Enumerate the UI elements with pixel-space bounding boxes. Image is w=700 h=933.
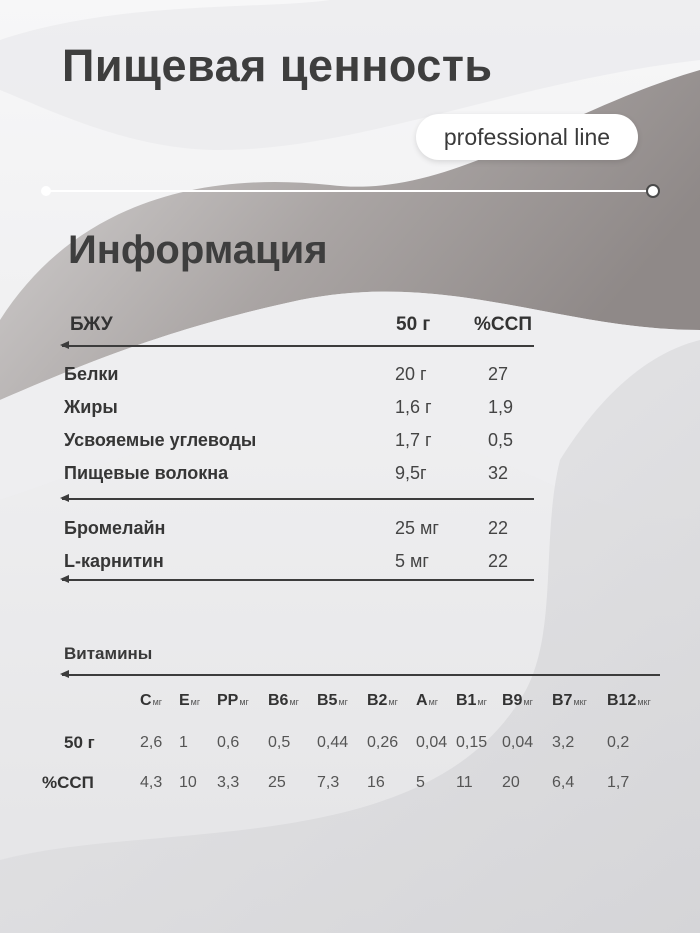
vitamin-amount: 3,2 [552, 734, 575, 751]
column-header-amount: 50 г [396, 314, 431, 335]
column-header-bju: БЖУ [70, 314, 113, 335]
professional-line-badge: professional line [416, 114, 638, 160]
vitamin-dv: 6,4 [552, 774, 575, 791]
column-header-dv: %ССП [474, 314, 532, 335]
vitamin-dv: 11 [456, 774, 473, 791]
macro-amount-fat: 1,6 г [395, 397, 432, 417]
vitamin-amount: 0,04 [502, 734, 534, 751]
vitamin-name: B5мг [317, 692, 348, 709]
vitamin-name: Aмг [416, 692, 439, 709]
vitamins-title: Витамины [64, 644, 153, 663]
extra-dv-carnitine: 22 [488, 551, 509, 571]
extra-amount-carnitine: 5 мг [395, 551, 429, 571]
divider [46, 190, 654, 192]
extra-dv-bromelain: 22 [488, 518, 509, 538]
vitamin-name: B9мг [502, 692, 533, 709]
macro-name-protein: Белки [64, 364, 119, 384]
divider-dot-left [41, 186, 51, 196]
macro-name-fiber: Пищевые волокна [64, 463, 229, 483]
vitamin-name: B1мг [456, 692, 487, 709]
macro-name-fat: Жиры [64, 397, 118, 417]
vitamin-amount: 1 [179, 734, 188, 751]
vitamin-amount: 0,15 [456, 734, 488, 751]
vitamin-amount: 0,04 [416, 734, 448, 751]
vitamin-amount: 2,6 [140, 734, 163, 751]
vitamin-amount: 0,2 [607, 734, 630, 751]
vitamin-dv: 7,3 [317, 774, 340, 791]
table-divider-arrow [62, 579, 534, 581]
vitamin-amount: 0,6 [217, 734, 240, 751]
vitamin-dv: 25 [268, 774, 286, 791]
vitamins-divider-arrow [62, 674, 660, 676]
vitamin-name: PPмг [217, 692, 249, 709]
macro-dv-protein: 27 [488, 364, 509, 384]
vitamin-amount: 0,44 [317, 734, 349, 751]
vitamin-dv: 4,3 [140, 774, 163, 791]
vitamin-dv: 20 [502, 774, 520, 791]
macro-amount-fiber: 9,5г [395, 463, 427, 483]
vitamin-dv: 16 [367, 774, 385, 791]
extra-name-carnitine: L-карнитин [64, 551, 164, 571]
vitamin-name: B12мкг [607, 692, 651, 709]
macro-name-carbs: Усвояемые углеводы [64, 430, 257, 450]
extra-name-bromelain: Бромелайн [64, 518, 166, 538]
macro-dv-fiber: 32 [488, 463, 509, 483]
vitamin-dv: 1,7 [607, 774, 630, 791]
vitamin-amount: 0,26 [367, 734, 399, 751]
vitamin-name: Cмг [140, 692, 163, 709]
macro-amount-protein: 20 г [395, 364, 427, 384]
table-divider-arrow [62, 345, 534, 347]
vitamin-amount: 0,5 [268, 734, 291, 751]
vitamins-row-label-dv: %ССП [42, 773, 94, 792]
table-divider-arrow [62, 498, 534, 500]
vitamin-name: B7мкг [552, 692, 587, 709]
vitamin-dv: 5 [416, 774, 425, 791]
macro-dv-fat: 1,9 [488, 397, 514, 417]
vitamin-name: Eмг [179, 692, 201, 709]
macro-dv-carbs: 0,5 [488, 430, 514, 450]
page-title: Пищевая ценность [62, 40, 493, 91]
vitamin-dv: 3,3 [217, 774, 240, 791]
vitamin-dv: 10 [179, 774, 197, 791]
macro-amount-carbs: 1,7 г [395, 430, 432, 450]
divider-dot-right [646, 184, 660, 198]
vitamins-row-label-amount: 50 г [64, 733, 95, 752]
section-title-info: Информация [68, 228, 328, 272]
extra-amount-bromelain: 25 мг [395, 518, 439, 538]
vitamin-name: B2мг [367, 692, 398, 709]
vitamin-name: B6мг [268, 692, 299, 709]
